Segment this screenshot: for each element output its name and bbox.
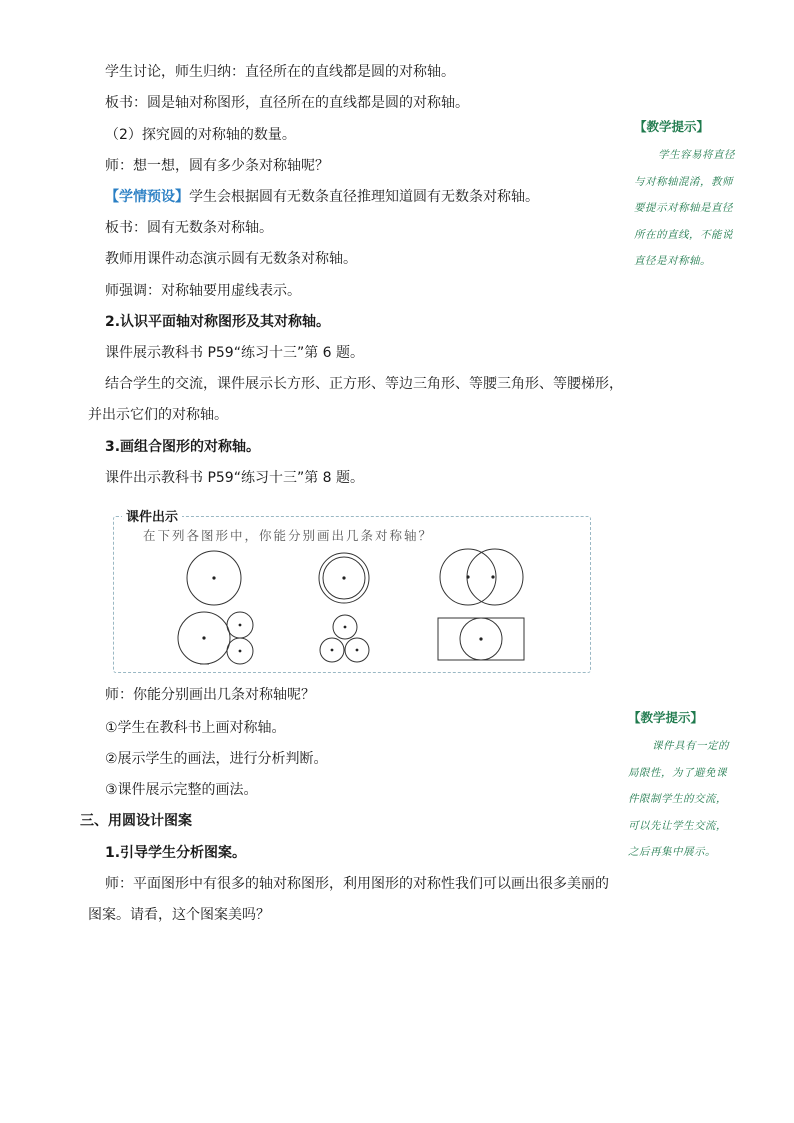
paragraph: 课件展示教科书 P59“练习十三”第 6 题。 bbox=[105, 345, 365, 361]
side-note-line: 所在的直线，不能说 bbox=[634, 228, 733, 241]
paragraph: ③课件展示完整的画法。 bbox=[105, 782, 258, 798]
side-note bbox=[628, 709, 750, 866]
side-note-title: 【教学提示】 bbox=[634, 119, 710, 134]
side-note-line: 要提示对称轴是直径 bbox=[634, 202, 733, 214]
paragraph: 教师用课件动态演示圆有无数条对称轴。 bbox=[105, 251, 357, 267]
paragraph: 学生讨论，师生归纳：直径所在的直线都是圆的对称轴。 bbox=[105, 64, 455, 80]
paragraph: 师强调：对称轴要用虚线表示。 bbox=[105, 283, 301, 299]
paragraph: 结合学生的交流，课件展示长方形、正方形、等边三角形、等腰三角形、等腰梯形， bbox=[105, 376, 623, 392]
paragraph: 师：你能分别画出几条对称轴呢？ bbox=[105, 687, 315, 703]
side-note-title: 【教学提示】 bbox=[628, 710, 704, 725]
paragraph: 课件出示教科书 P59“练习十三”第 8 题。 bbox=[105, 470, 365, 486]
courseware-prompt: 在下列各图形中，你能分别画出几条对称轴？ bbox=[143, 528, 434, 543]
courseware-label: 课件出示 bbox=[122, 506, 182, 525]
side-note bbox=[634, 118, 756, 275]
side-note-line: 直径是对称轴。 bbox=[634, 255, 711, 267]
paragraph: 板书：圆有无数条对称轴。 bbox=[105, 220, 273, 236]
paragraph: 并出示它们的对称轴。 bbox=[88, 407, 228, 423]
paragraph: 图案。请看，这个图案美吗？ bbox=[88, 907, 270, 923]
side-note-line: 局限性，为了避免课 bbox=[628, 766, 727, 779]
side-note-line: 学生容易将直径 bbox=[658, 149, 735, 161]
paragraph: （2）探究圆的对称轴的数量。 bbox=[105, 127, 296, 143]
subheading: 3.画组合图形的对称轴。 bbox=[105, 439, 261, 455]
side-note-body bbox=[628, 733, 750, 866]
subheading: 2.认识平面轴对称图形及其对称轴。 bbox=[105, 314, 331, 330]
overlap-right-circle bbox=[467, 549, 523, 605]
side-note-line: 之后再集中展示。 bbox=[628, 846, 716, 858]
side-note-line: 课件具有一定的 bbox=[652, 740, 729, 752]
side-note-body bbox=[634, 142, 756, 275]
paragraph: 师：想一想，圆有多少条对称轴呢？ bbox=[105, 158, 329, 174]
section-heading: 三、用圆设计图案 bbox=[80, 813, 192, 829]
paragraph: ①学生在教科书上画对称轴。 bbox=[105, 720, 286, 736]
paragraph: 师：平面图形中有很多的轴对称图形，利用图形的对称性我们可以画出很多美丽的 bbox=[105, 876, 609, 892]
subheading: 1.引导学生分析图案。 bbox=[105, 845, 247, 861]
side-note-line: 可以先让学生交流， bbox=[628, 819, 727, 832]
preset-tag: 【学情预设】 bbox=[105, 189, 189, 205]
paragraph: ②展示学生的画法，进行分析判断。 bbox=[105, 751, 328, 767]
side-note-line: 与对称轴混淆，教师 bbox=[634, 175, 733, 188]
preset-text: 学生会根据圆有无数条直径推理知道圆有无数条对称轴。 bbox=[189, 189, 539, 205]
paragraph: 板书：圆是轴对称图形，直径所在的直线都是圆的对称轴。 bbox=[105, 95, 469, 111]
side-note-line: 件限制学生的交流， bbox=[628, 793, 727, 805]
